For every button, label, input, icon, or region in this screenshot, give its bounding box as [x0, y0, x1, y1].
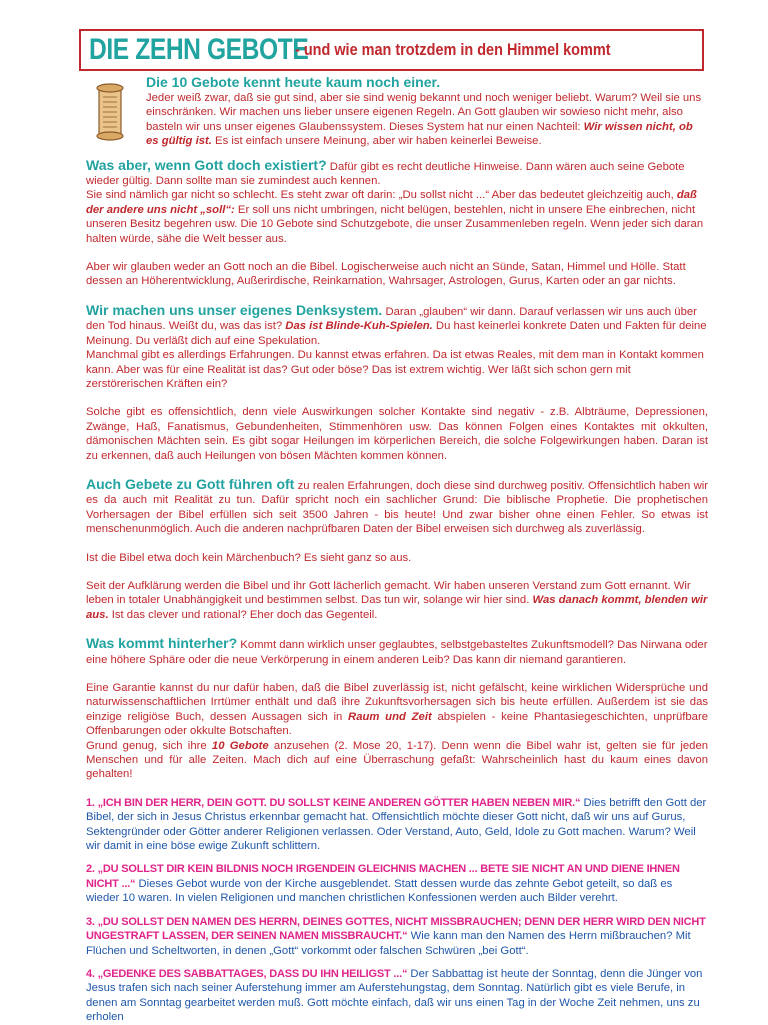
paragraph: Aber wir glauben weder an Gott noch an die Bibel. Logischerweise auch nicht an Sünde, Satan, Himmel und Hölle. Statt dessen an Höherentwicklung, Außerirdische, Reinkarnation, Wahrsager, Astrologen, Gurus, Karten oder an gar nichts.	[86, 261, 686, 288]
section-gott-existiert: Was aber, wenn Gott doch existiert? Dafür gibt es recht deutliche Hinweise. Dann wären auch seine Gebote wieder gültig. Dann sollte man sie zumindest auch kennen.	[86, 156, 685, 188]
paragraph: Manchmal gibt es allerdings Erfahrungen. Du kannst etwas erfahren. Da ist etwas Reales, mit dem man in Kontakt kommen kann. Aber was für eine Realität ist das? Gut oder böse? Das ist extrem wichtig. Wer läßt sich schon gern mit zerstörerischen Kräften ein?	[86, 349, 704, 390]
commandment-4: 4. „GEDENKE DES SABBATTAGES, DASS DU IHN HEILIGST ...“ Der Sabbattag ist heute der Sonntag, denn die Jünger von Jesus trafen sich nach seiner Auferstehung immer am Auferstehungstag, dem Sonntag. Natürlich gibt es viele Berufe, in denen am Sonntag gearbeitet werden muß. Gott möchte einfach, daß wir uns einen Tag in der Woche Zeit nehmen, uns zu erholen	[86, 967, 703, 1024]
section-heading: Was aber, wenn Gott doch existiert?	[86, 156, 327, 173]
paragraph: Grund genug, sich ihre 10 Gebote anzusehen (2. Mose 20, 1-17). Denn wenn die Bibel wahr ist, gelten sie für jeden Menschen und für alle Zeiten. Mach dich auf eine Überraschung gefaßt: Wahrscheinlich hast du kaum eines davon gehalten!	[86, 739, 709, 781]
section-denksystem: Wir machen uns unser eigenes Denksystem. Daran „glauben“ wir dann. Darauf verlassen wir uns auch über den Tod hinaus. Weißt du, was das ist? Das ist Blinde-Kuh-Spielen. Du hast keinerlei konkrete Daten und Fakten für deine Meinung. Du verläßt dich auf eine Spekulation.	[86, 301, 707, 347]
paragraph: Eine Garantie kannst du nur dafür haben, daß die Bibel zuverlässig ist, nicht gefälscht, keine wirklichen Widersprüche und naturwissenschaftlichen Irrtümer enthält und daß ihre Zukunftsvorhersagen sich bis heute erfüllen. Außerdem ist sie das einzige religiöse Buch, dessen Aussagen sich in Raum und Zeit abspielen - keine Phantasiegeschichten, unprüfbare Offenbarungen oder okkulte Botschaften.	[86, 682, 708, 738]
section-heading: Wir machen uns unser eigenes Denksystem.	[86, 301, 383, 318]
commandment-2: 2. „DU SOLLST DIR KEIN BILDNIS NOCH IRGENDEIN GLEICHNIS MACHEN ... BETE SIE NICHT AN UND DIENE IHNEN NICHT ...“ Dieses Gebot wurde von der Kirche ausgeblendet. Statt dessen wurde das zehnte Gebot geteilt, so daß es wieder 10 waren. In vielen Religionen und manchen christlichen Konfessionen werden auch Bilder verehrt.	[86, 863, 680, 905]
page-subtitle: - und wie man trotzdem in den Himmel kommt	[294, 40, 611, 59]
commandment-3: 3. „DU SOLLST DEN NAMEN DES HERRN, DEINES GOTTES, NICHT MISSBRAUCHEN; DENN DER HERR WIRD DEN NICHT UNGESTRAFT LASSEN, DER SEINEN NAMEN MISSBRAUCHT.“ Wie kann man den Namen des Herrn mißbrauchen? Mit Flüchen und Scheltworten, in denen „Gott“ vorkommt oder falschen Schwüren „bei Gott“.	[86, 915, 706, 957]
scroll-tablet-icon	[90, 82, 130, 142]
commandment-1: 1. „ICH BIN DER HERR, DEIN GOTT. DU SOLLST KEINE ANDEREN GÖTTER HABEN NEBEN MIR.“ Dies betrifft den Gott der Bibel, der sich in Jesus Christus erkennbar gemacht hat. Offensichtlich möchte dieser Gott nicht, daß wir uns auf Gurus, Sektengründer oder Götter anderer Religionen verlassen. Oder Verstand, Auto, Geld, Idole zu Gott machen. Warum? Weil wir damit in eine böse ewige Zukunft schlittern.	[86, 796, 707, 853]
intro-heading: Die 10 Gebote kennt heute kaum noch einer.	[146, 74, 441, 90]
intro-paragraph: Jeder weiß zwar, daß sie gut sind, aber sie sind wenig bekannt und noch weniger beliebt. Warum? Weil sie uns einschränken. Wir machen uns lieber unsere eigenen Regeln. An Gott glauben wir sowieso nicht mehr, also basteln wir uns unser eigenes Glaubenssystem. Dieses System hat nur einen Nachteil: Wir wissen nicht, ob es gültig ist. Es ist einfach unsere Meinung, aber wir haben keinerlei Beweise.	[146, 92, 702, 148]
paragraph: Ist die Bibel etwa doch kein Märchenbuch? Es sieht ganz so aus.	[86, 551, 412, 564]
article-body	[86, 74, 708, 1025]
section-heading: Was kommt hinterher?	[86, 635, 238, 652]
page-title: DIE ZEHN GEBOTE	[89, 33, 309, 66]
title-banner	[79, 29, 704, 71]
section-hinterher: Was kommt hinterher? Kommt dann wirklich unser geglaubtes, selbstgebasteltes Zukunftsmodell? Das Nirwana oder eine höhere Sphäre oder die neue Verkörperung in einem anderen Leib? Das kann dir niemand garantieren.	[86, 635, 708, 666]
paragraph: Sie sind nämlich gar nicht so schlecht. Es steht zwar oft darin: „Du sollst nicht ...“ Aber das bedeutet gleichzeitig auch, daß der andere uns nicht „soll“: Er soll uns nicht umbringen, nicht belügen, bestehlen, nicht in unsere Ehe einbrechen, nicht unseren Besitz begehren usw. Die 10 Gebote sind Schutzgebote, die unser Zusammenleben regeln. Wenn jeder sich daran halten würde, sähe die Welt besser aus.	[86, 189, 704, 245]
section-gebete: Auch Gebete zu Gott führen oft zu realen Erfahrungen, doch diese sind durchweg positiv. Offensichtlich haben wir es da auch mit Realität zu tun. Dafür spricht noch ein sachlicher Grund: Die biblische Prophetie. Die prophetischen Vorhersagen der Bibel erfüllen sich seit 3500 Jahren - bis heute! Und zwar bisher ohne einen Fehler. So etwas ist menschenunmöglich. Auch die anderen nachprüfbaren Daten der Bibel erweisen sich durchweg als zuverlässig.	[86, 475, 709, 536]
intro-section	[86, 74, 708, 149]
paragraph: Seit der Aufklärung werden die Bibel und ihr Gott lächerlich gemacht. Wir haben unseren Verstand zum Gott ernannt. Wir leben in totaler Unabhängigkeit und bestimmen selbst. Das tun wir, solange wir hier sind. Was danach kommt, blenden wir aus. Ist das clever und rational? Eher doch das Gegenteil.	[86, 579, 708, 621]
paragraph: Solche gibt es offensichtlich, denn viele Auswirkungen solcher Kontakte sind negativ - z.B. Albträume, Depressionen, Zwänge, Haß, Fanatismus, Gebundenheiten, Stimmenhören usw. Das können Folgen eines Kontaktes mit okkulten, dämonischen Mächten sein. Es gibt sogar Heilungen im körperlichen Bereich, die solche Folgewirkungen haben. Daran ist zu erkennen, daß auch Heilungen von bösen Mächten kommen können.	[86, 406, 708, 462]
section-heading: Auch Gebete zu Gott führen oft	[86, 475, 295, 492]
